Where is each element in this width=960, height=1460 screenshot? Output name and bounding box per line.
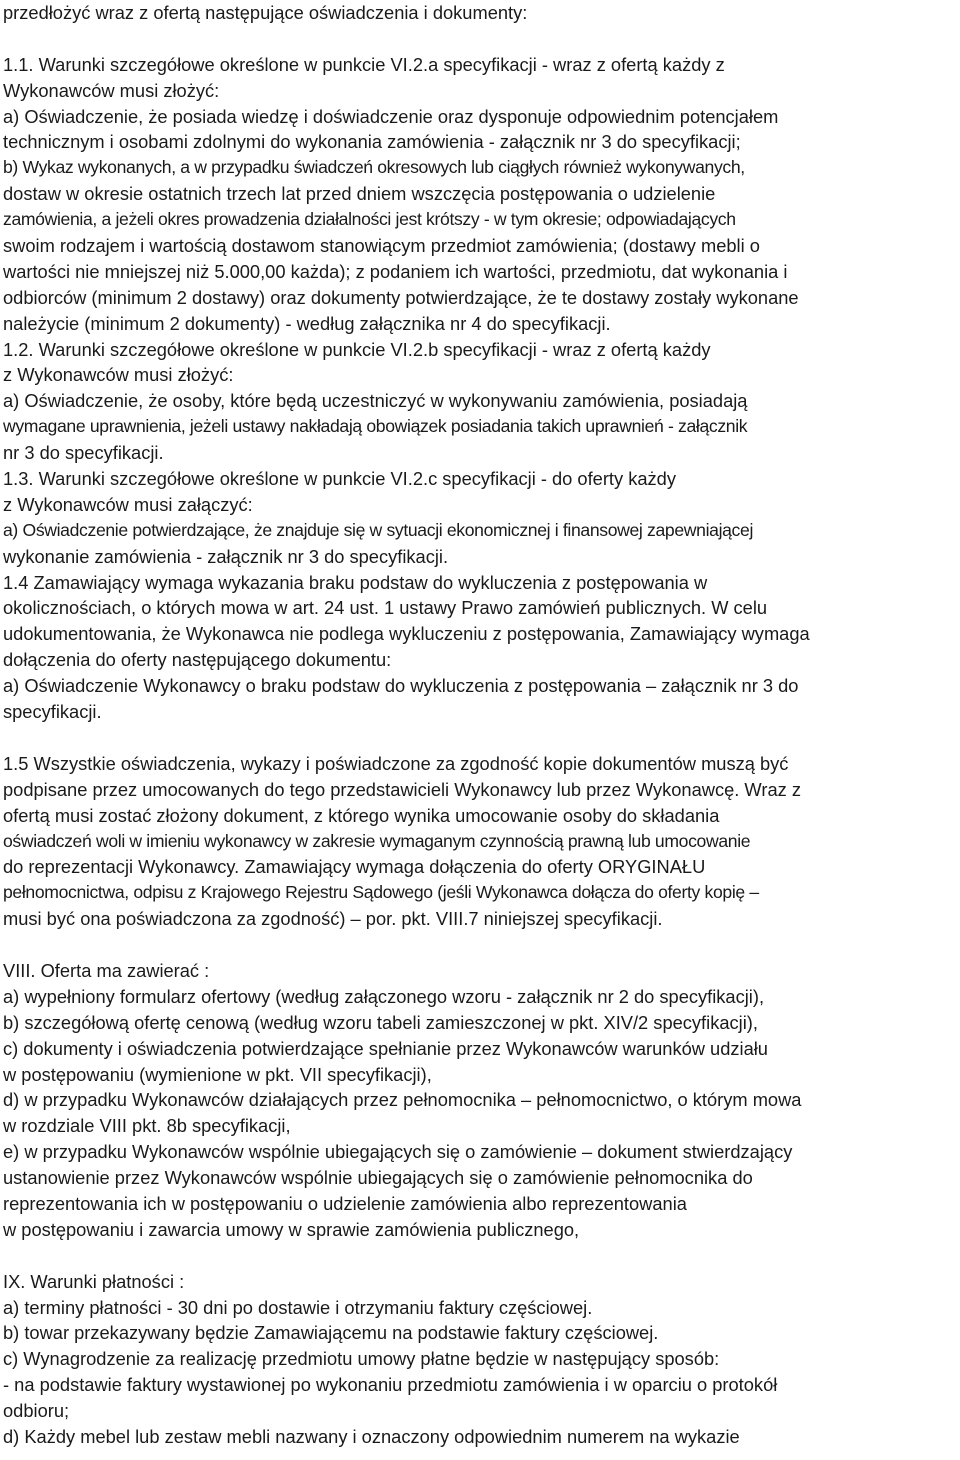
document-page [3, 0, 958, 1450]
text-line: do reprezentacji Wykonawcy. Zamawiający wymaga dołączenia do oferty ORYGINAŁU [3, 856, 706, 878]
text-line: ofertą musi zostać złożony dokument, z którego wynika umocowanie osoby do składania [3, 804, 720, 826]
list-item: reprezentowania ich w postępowaniu o udzielenie zamówienia albo reprezentowania [3, 1192, 687, 1214]
text-line: technicznym i osobami zdolnymi do wykonania zamówienia - załącznik nr 3 do specyfikacji; [3, 131, 741, 153]
text-line: dołączenia do oferty następującego dokumentu: [3, 649, 392, 671]
text-line: z Wykonawców musi załączyć: [3, 493, 253, 515]
text-line: swoim rodzajem i wartością dostawom stanowiącym przedmiot zamówienia; (dostawy mebli o [3, 235, 760, 257]
text-line: a) Oświadczenie, że osoby, które będą uczestniczyć w wykonywaniu zamówienia, posiadają [3, 390, 748, 412]
section-1-4-heading: 1.4 Zamawiający wymaga wykazania braku podstaw do wykluczenia z postępowania w [3, 571, 708, 593]
text-line: a) Oświadczenie Wykonawcy o braku podstaw do wykluczenia z postępowania – załącznik nr 3 do [3, 675, 799, 697]
list-item: odbioru; [3, 1400, 70, 1422]
list-item: a) wypełniony formularz ofertowy (według załączonego wzoru - załącznik nr 2 do specyfikacji), [3, 985, 765, 1007]
list-item: d) w przypadku Wykonawców działających przez pełnomocnika – pełnomocnictwo, o którym mowa [3, 1089, 802, 1111]
text-line: okolicznościach, o których mowa w art. 24 ust. 1 ustawy Prawo zamówień publicznych. W celu [3, 597, 768, 619]
spacer [3, 26, 958, 52]
text-line: a) Oświadczenie, że posiada wiedzę i doświadczenie oraz dysponuje odpowiednim potencjałem [3, 105, 779, 127]
list-item: e) w przypadku Wykonawców wspólnie ubiegających się o zamówienie – dokument stwierdzający [3, 1141, 793, 1163]
text-line: b) Wykaz wykonanych, a w przypadku świadczeń okresowych lub ciągłych również wykonywanych, [3, 157, 745, 178]
section-viii [3, 958, 958, 1243]
text-line: Wykonawców musi złożyć: [3, 79, 220, 101]
intro-line: przedłożyć wraz z ofertą następujące oświadczenia i dokumenty: [3, 2, 528, 23]
list-item: - na podstawie faktury wystawionej po wykonaniu przedmiotu zamówienia i w oparciu o protokół [3, 1374, 778, 1396]
text-line: podpisane przez umocowanych do tego przedstawicieli Wykonawcy lub przez Wykonawcę. Wraz z [3, 778, 801, 800]
section-viii-heading: VIII. Oferta ma zawierać : [3, 959, 210, 981]
text-line: udokumentowania, że Wykonawca nie podlega wykluczeniu z postępowania, Zamawiający wymaga [3, 623, 810, 645]
section-1-1-heading: 1.1. Warunki szczegółowe określone w punkcie VI.2.a specyfikacji - wraz z ofertą każdy z [3, 53, 725, 75]
text-line: wykonanie zamówienia - załącznik nr 3 do specyfikacji. [3, 545, 449, 567]
text-line: wymagane uprawnienia, jeżeli ustawy nakładają obowiązek posiadania takich uprawnień - załącznik [3, 416, 748, 437]
text-line: a) Oświadczenie potwierdzające, że znajduje się w sytuacji ekonomicznej i finansowej zapewniającej [3, 519, 753, 540]
spacer [3, 725, 958, 751]
section-1-5 [3, 751, 958, 932]
list-item: b) szczegółową ofertę cenową (według wzoru tabeli zamieszczonej w pkt. XIV/2 specyfikacji), [3, 1011, 758, 1033]
text-line: musi być ona poświadczona za zgodność) – por. pkt. VIII.7 niniejszej specyfikacji. [3, 908, 663, 930]
list-item: w rozdziale VIII pkt. 8b specyfikacji, [3, 1115, 291, 1137]
list-item: w postępowaniu (wymienione w pkt. VII specyfikacji), [3, 1063, 432, 1085]
text-line: oświadczeń woli w imieniu wykonawcy w zakresie wymaganym czynnością prawną lub umocowanie [3, 830, 751, 851]
text-line: zamówienia, a jeżeli okres prowadzenia działalności jest krótszy - w tym okresie; odpowiadających [3, 209, 736, 230]
list-item: c) Wynagrodzenie za realizację przedmiotu umowy płatne będzie w następujący sposób: [3, 1348, 720, 1370]
list-item: ustanowienie przez Wykonawców wspólnie ubiegających się o zamówienie pełnomocnika do [3, 1167, 753, 1189]
section-1-5-heading: 1.5 Wszystkie oświadczenia, wykazy i poświadczone za zgodność kopie dokumentów muszą być [3, 752, 789, 774]
text-line: wartości nie mniejszej niż 5.000,00 każda); z podaniem ich wartości, przedmiotu, dat wykonania i [3, 260, 788, 282]
spacer [3, 932, 958, 958]
section-1-4 [3, 570, 958, 725]
section-ix [3, 1269, 958, 1450]
section-ix-heading: IX. Warunki płatności : [3, 1270, 185, 1292]
text-line: odbiorców (minimum 2 dostawy) oraz dokumenty potwierdzające, że te dostawy zostały wykonane [3, 286, 799, 308]
section-1-2 [3, 337, 958, 466]
section-1-3-heading: 1.3. Warunki szczegółowe określone w punkcie VI.2.c specyfikacji - do oferty każdy [3, 468, 676, 490]
section-1-1 [3, 52, 958, 337]
text-line: nr 3 do specyfikacji. [3, 442, 164, 464]
list-item: c) dokumenty i oświadczenia potwierdzające spełnianie przez Wykonawców warunków udziału [3, 1037, 768, 1059]
list-item: d) Każdy mebel lub zestaw mebli nazwany i oznaczony odpowiednim numerem na wykazie [3, 1425, 740, 1447]
text-line: dostaw w okresie ostatnich trzech lat przed dniem wszczęcia postępowania o udzielenie [3, 183, 716, 205]
list-item: b) towar przekazywany będzie Zamawiającemu na podstawie faktury częściowej. [3, 1322, 659, 1344]
text-line: specyfikacji. [3, 701, 102, 723]
text-line: pełnomocnictwa, odpisu z Krajowego Rejestru Sądowego (jeśli Wykonawca dołącza do oferty kopię – [3, 882, 759, 903]
list-item: a) terminy płatności - 30 dni po dostawie i otrzymaniu faktury częściowej. [3, 1296, 593, 1318]
section-1-2-heading: 1.2. Warunki szczegółowe określone w punkcie VI.2.b specyfikacji - wraz z ofertą każdy [3, 338, 711, 360]
text-line: z Wykonawców musi złożyć: [3, 364, 234, 386]
text-line: należycie (minimum 2 dokumenty) - według załącznika nr 4 do specyfikacji. [3, 312, 611, 334]
list-item: w postępowaniu i zawarcia umowy w sprawie zamówienia publicznego, [3, 1218, 580, 1240]
section-1-3 [3, 466, 958, 570]
spacer [3, 1243, 958, 1269]
